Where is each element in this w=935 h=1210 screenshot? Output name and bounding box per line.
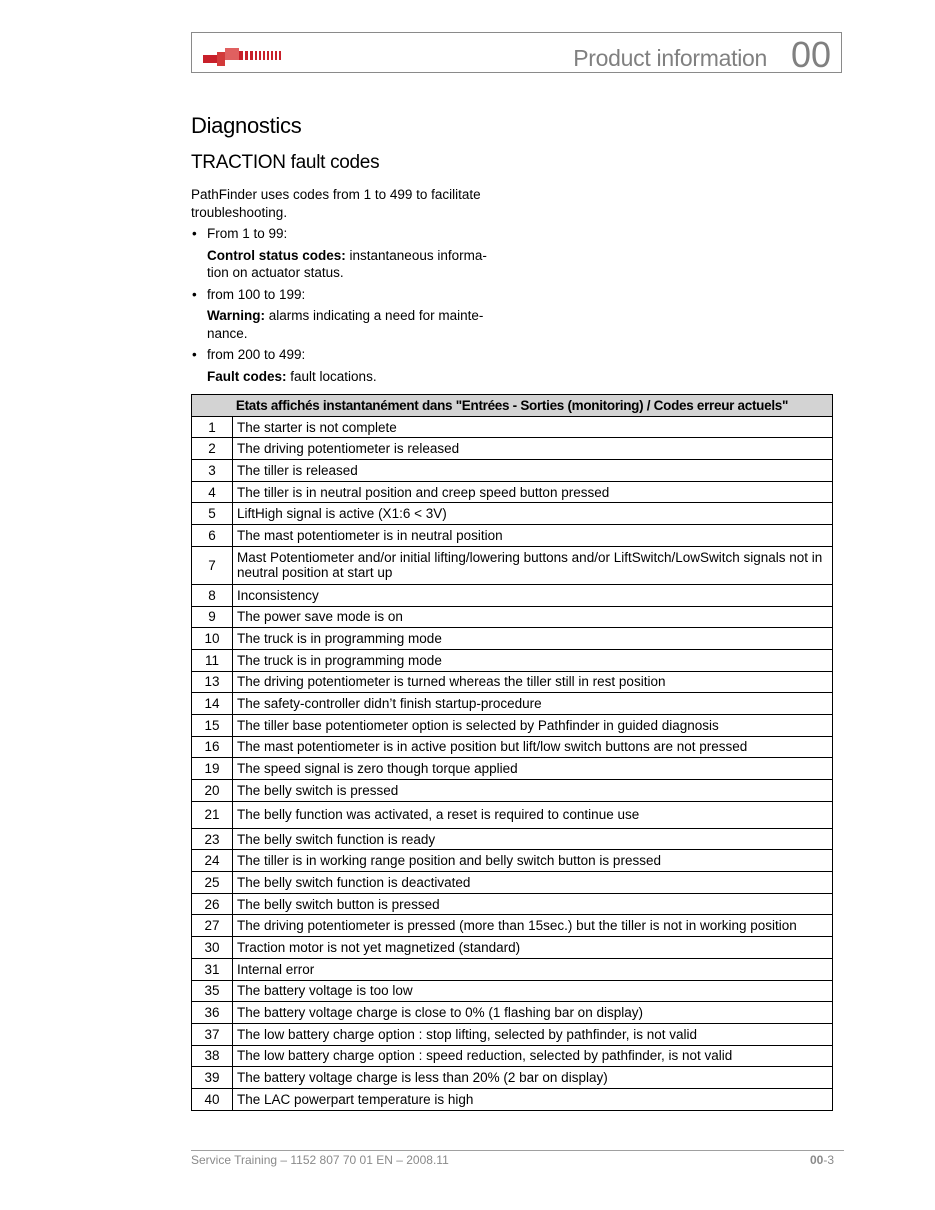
fault-description-cell: The mast potentiometer is in neutral position: [233, 525, 833, 547]
table-row: [192, 736, 833, 758]
table-row: [192, 850, 833, 872]
fault-code-cell: 2: [192, 438, 233, 460]
fault-codes-table: [191, 394, 833, 1111]
fault-code-cell: 6: [192, 525, 233, 547]
table-row: [192, 546, 833, 584]
range-description: [191, 247, 496, 282]
fault-code-cell: 10: [192, 628, 233, 650]
page-number-section: 00: [809, 1153, 824, 1167]
fault-description-cell: The low battery charge option : speed reduction, selected by pathfinder, is not valid: [233, 1045, 833, 1067]
fault-description-cell: The tiller is released: [233, 460, 833, 482]
fault-code-cell: 14: [192, 693, 233, 715]
fault-code-cell: 3: [192, 460, 233, 482]
footer-doc-ref: Service Training – 1152 807 70 01 EN – 2008.11: [191, 1153, 449, 1167]
table-row: [192, 714, 833, 736]
table-row: [192, 503, 833, 525]
table-row: [192, 758, 833, 780]
fault-description-cell: The tiller is in working range position and belly switch button is pressed: [233, 850, 833, 872]
fault-code-cell: 35: [192, 980, 233, 1002]
page-number-suffix: -3: [823, 1153, 834, 1167]
table-row: [192, 606, 833, 628]
table-row: [192, 801, 833, 828]
footer-divider: [191, 1150, 844, 1151]
fault-description-cell: The battery voltage is too low: [233, 980, 833, 1002]
fault-description-cell: The belly switch function is deactivated: [233, 872, 833, 894]
fault-description-cell: The belly switch function is ready: [233, 828, 833, 850]
table-row: [192, 584, 833, 606]
fault-code-cell: 5: [192, 503, 233, 525]
intro-paragraph: PathFinder uses codes from 1 to 499 to facilitate troubleshooting.: [191, 187, 481, 220]
table-row: [192, 438, 833, 460]
table-row: [192, 1067, 833, 1089]
fault-description-cell: Mast Potentiometer and/or initial lifting/lowering buttons and/or LiftSwitch/LowSwitch signals not in neutral position at start up: [233, 546, 833, 584]
range-label: Fault codes:: [207, 368, 287, 384]
fault-code-cell: 40: [192, 1088, 233, 1110]
table-row: [192, 693, 833, 715]
table-row: [192, 460, 833, 482]
table-row: [192, 937, 833, 959]
red-logo-icon: [203, 48, 283, 69]
table-row: [192, 980, 833, 1002]
table-row: [192, 525, 833, 547]
fault-code-cell: 8: [192, 584, 233, 606]
fault-description-cell: The battery voltage charge is close to 0% (1 flashing bar on display): [233, 1002, 833, 1024]
fault-code-cell: 24: [192, 850, 233, 872]
fault-code-cell: 39: [192, 1067, 233, 1089]
fault-description-cell: Internal error: [233, 958, 833, 980]
fault-code-cell: 15: [192, 714, 233, 736]
table-header: Etats affichés instantanément dans "Entrées - Sorties (monitoring) / Codes erreur actuels": [192, 395, 833, 417]
fault-description-cell: The low battery charge option : stop lifting, selected by pathfinder, is not valid: [233, 1023, 833, 1045]
fault-description-cell: The starter is not complete: [233, 416, 833, 438]
fault-code-cell: 1: [192, 416, 233, 438]
fault-description-cell: The safety-controller didn’t finish startup-procedure: [233, 693, 833, 715]
fault-description-cell: The tiller is in neutral position and creep speed button pressed: [233, 481, 833, 503]
fault-code-cell: 4: [192, 481, 233, 503]
fault-description-cell: The driving potentiometer is released: [233, 438, 833, 460]
table-row: [192, 780, 833, 802]
table-body: [192, 416, 833, 1110]
fault-code-cell: 36: [192, 1002, 233, 1024]
fault-code-cell: 9: [192, 606, 233, 628]
fault-code-cell: 25: [192, 872, 233, 894]
range-label: Control status codes:: [207, 247, 346, 263]
table-row: [192, 416, 833, 438]
fault-code-cell: 11: [192, 649, 233, 671]
table-row: [192, 872, 833, 894]
table-row: [192, 649, 833, 671]
fault-description-cell: Inconsistency: [233, 584, 833, 606]
table-row: [192, 671, 833, 693]
fault-description-cell: The tiller base potentiometer option is selected by Pathfinder in guided diagnosis: [233, 714, 833, 736]
intro-text: [191, 186, 496, 385]
range-description: [191, 368, 496, 386]
table-row: [192, 915, 833, 937]
range-text: instantaneous informa-tion on actuator status.: [207, 247, 487, 280]
range-label: Warning:: [207, 308, 265, 323]
fault-description-cell: The battery voltage charge is less than 20% (2 bar on display): [233, 1067, 833, 1089]
table-row: [192, 1088, 833, 1110]
fault-code-cell: 21: [192, 801, 233, 828]
fault-code-cell: 7: [192, 546, 233, 584]
range-item: • From 1 to 99:: [191, 225, 496, 243]
fault-code-cell: 30: [192, 937, 233, 959]
header-title: Product information: [573, 45, 767, 71]
fault-code-cell: 19: [192, 758, 233, 780]
range-description: [191, 307, 496, 342]
table-row: [192, 1023, 833, 1045]
fault-description-cell: The driving potentiometer is pressed (more than 15sec.) but the tiller is not in working position: [233, 915, 833, 937]
fault-description-cell: The belly function was activated, a reset is required to continue use: [233, 801, 833, 828]
section-subtitle: TRACTION fault codes: [191, 152, 380, 173]
fault-code-cell: 37: [192, 1023, 233, 1045]
page-header: [191, 32, 842, 73]
fault-code-cell: 13: [192, 671, 233, 693]
fault-description-cell: The mast potentiometer is in active position but lift/low switch buttons are not pressed: [233, 736, 833, 758]
table-row: [192, 481, 833, 503]
fault-code-cell: 31: [192, 958, 233, 980]
table-row: [192, 1002, 833, 1024]
page-number: [810, 1153, 834, 1167]
section-number: 00: [790, 34, 831, 75]
fault-description-cell: Traction motor is not yet magnetized (standard): [233, 937, 833, 959]
fault-description-cell: The belly switch is pressed: [233, 780, 833, 802]
table-row: [192, 828, 833, 850]
fault-code-cell: 16: [192, 736, 233, 758]
range-item: • from 100 to 199:: [191, 286, 496, 304]
range-item: • from 200 to 499:: [191, 346, 496, 364]
table-row: [192, 893, 833, 915]
page-title: Diagnostics: [191, 113, 302, 138]
table-row: [192, 1045, 833, 1067]
fault-code-cell: 27: [192, 915, 233, 937]
fault-description-cell: The truck is in programming mode: [233, 628, 833, 650]
fault-description-cell: The LAC powerpart temperature is high: [233, 1088, 833, 1110]
fault-description-cell: The speed signal is zero though torque applied: [233, 758, 833, 780]
fault-description-cell: The truck is in programming mode: [233, 649, 833, 671]
fault-description-cell: LiftHigh signal is active (X1:6 < 3V): [233, 503, 833, 525]
fault-code-cell: 20: [192, 780, 233, 802]
range-text: alarms indicating a need for mainte-nance.: [207, 308, 484, 341]
fault-code-cell: 38: [192, 1045, 233, 1067]
fault-code-cell: 26: [192, 893, 233, 915]
table-row: [192, 628, 833, 650]
fault-description-cell: The driving potentiometer is turned whereas the tiller still in rest position: [233, 671, 833, 693]
range-text: fault locations.: [286, 368, 377, 384]
table-row: [192, 958, 833, 980]
fault-description-cell: The power save mode is on: [233, 606, 833, 628]
fault-code-cell: 23: [192, 828, 233, 850]
fault-description-cell: The belly switch button is pressed: [233, 893, 833, 915]
